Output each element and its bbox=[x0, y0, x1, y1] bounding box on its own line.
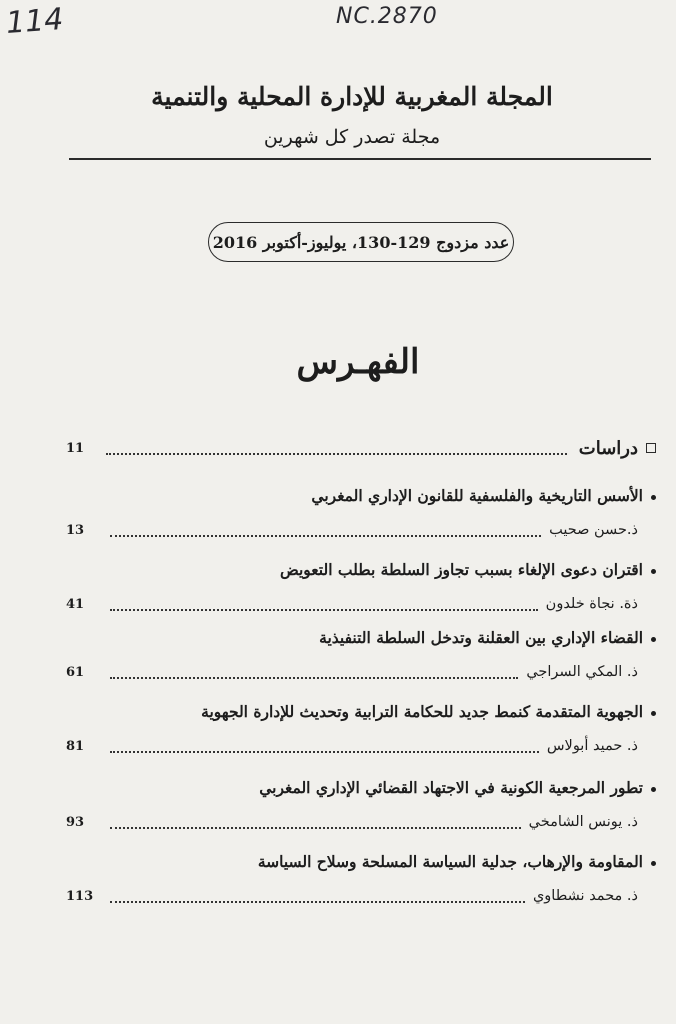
dot-leader bbox=[110, 815, 521, 829]
page-number: 113 bbox=[66, 888, 94, 904]
page-number: 61 bbox=[66, 664, 85, 680]
journal-title: المجلة المغربية للإدارة المحلية والتنمية bbox=[151, 82, 553, 111]
toc-section-studies[interactable] bbox=[66, 436, 656, 460]
entry-title: اقتران دعوى الإلغاء بسبب تجاوز السلطة بطلب التعويض bbox=[280, 560, 643, 579]
dot-leader bbox=[110, 597, 538, 611]
bullet-icon bbox=[651, 637, 656, 642]
entry-author: ذ.حسن صحيب bbox=[549, 522, 638, 538]
issue-label: عدد مزدوج 129-130، يوليوز-أكتوبر 2016 bbox=[212, 232, 510, 252]
page-number: 81 bbox=[66, 738, 85, 754]
page-number: 41 bbox=[66, 596, 85, 612]
entry-title: تطور المرجعية الكونية في الاجتهاد القضائي الإداري المغربي bbox=[259, 778, 643, 797]
dot-leader bbox=[110, 665, 518, 679]
section-label: دراسات bbox=[578, 437, 638, 459]
entry-author: ذ. المكي السراجي bbox=[526, 664, 638, 680]
bullet-icon bbox=[651, 787, 656, 792]
journal-subtitle: مجلة تصدر كل شهرين bbox=[263, 126, 441, 148]
entry-title: القضاء الإداري بين العقلنة وتدخل السلطة التنفيذية bbox=[319, 628, 643, 647]
dot-leader bbox=[110, 889, 525, 903]
bullet-icon bbox=[651, 861, 656, 866]
header-divider bbox=[69, 158, 651, 160]
entry-author: ذ. محمد نشطاوي bbox=[532, 888, 638, 904]
entry-author: ذة. نجاة خلدون bbox=[545, 596, 638, 612]
dot-leader bbox=[110, 739, 539, 753]
entry-author: ذ. حميد أبولاس bbox=[546, 738, 638, 754]
bullet-icon bbox=[651, 495, 656, 500]
entry-title: المقاومة والإرهاب، جدلية السياسة المسلحة وسلاح السياسة bbox=[257, 852, 643, 871]
toc-heading: الفهـرس bbox=[296, 342, 420, 382]
dot-leader bbox=[110, 523, 541, 537]
handwritten-folio-number: 114 bbox=[4, 2, 65, 41]
handwritten-catalog-code: NC.2870 bbox=[336, 4, 438, 29]
entry-title: الجهوية المتقدمة كنمط جديد للحكامة الترابية وتحديث للإدارة الجهوية bbox=[201, 702, 643, 721]
page-number: 11 bbox=[66, 440, 85, 456]
entry-author: ذ. يونس الشامخي bbox=[528, 814, 638, 830]
checkbox-square-icon bbox=[646, 443, 656, 453]
bullet-icon bbox=[651, 569, 656, 574]
bullet-icon bbox=[651, 711, 656, 716]
page-number: 93 bbox=[66, 814, 85, 830]
page-number: 13 bbox=[66, 522, 85, 538]
dot-leader bbox=[106, 441, 567, 455]
issue-badge bbox=[208, 222, 514, 262]
entry-title: الأسس التاريخية والفلسفية للقانون الإداري المغربي bbox=[311, 486, 643, 505]
